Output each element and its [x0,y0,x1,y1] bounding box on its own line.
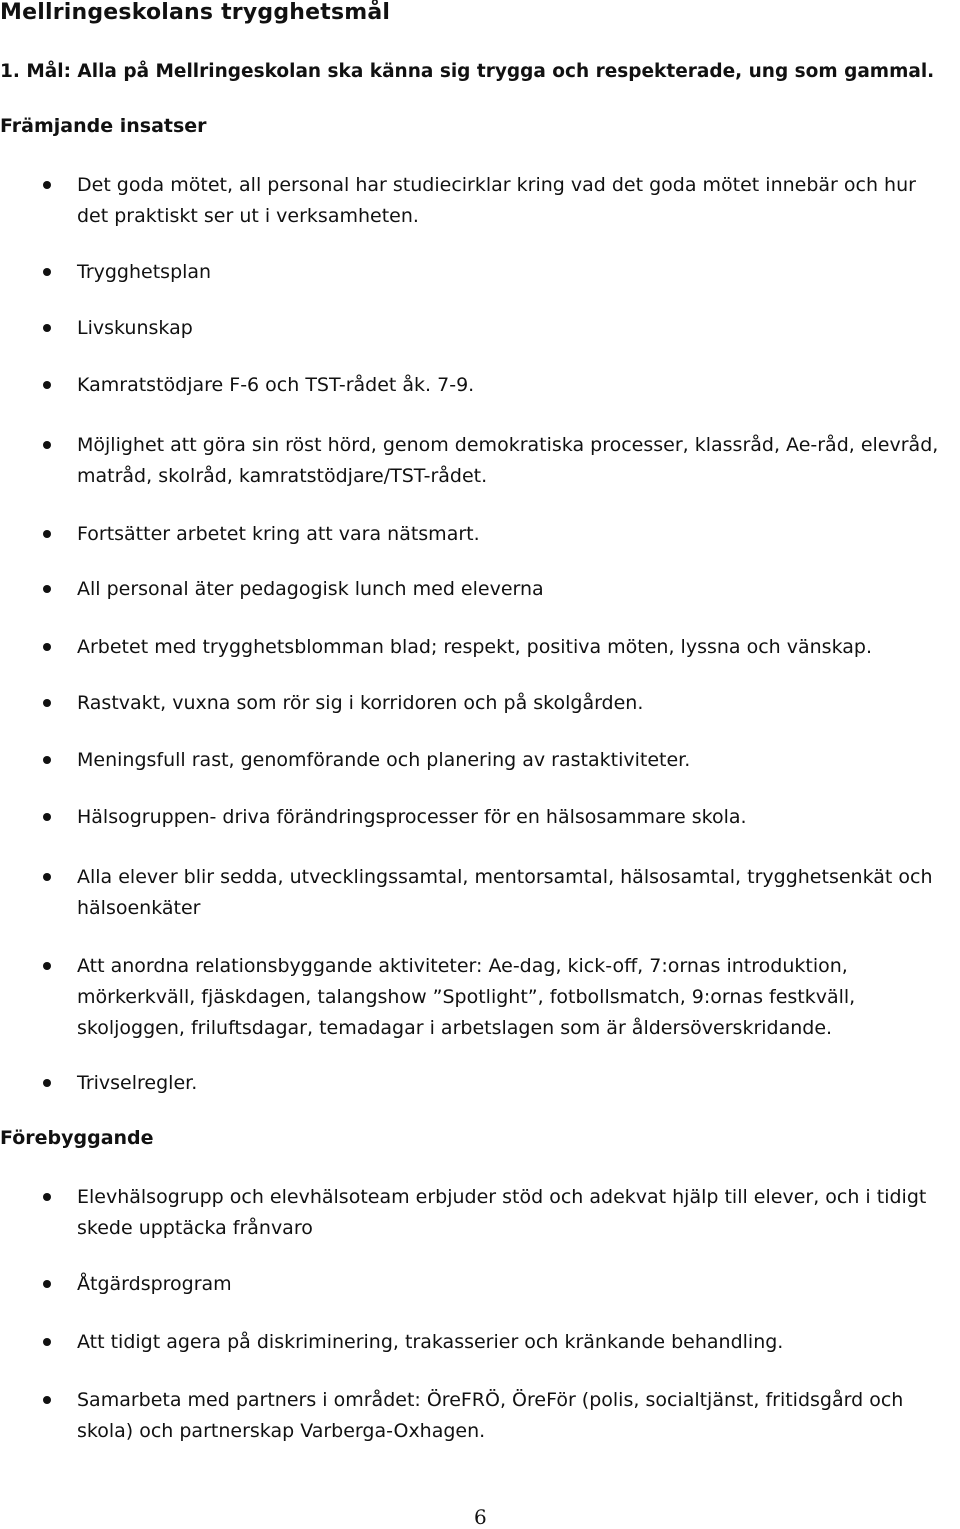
document-title: Mellringeskolans trygghetsmål [0,0,391,25]
list-item-text: Det goda mötet, all personal har studiecirklar kring vad det goda mötet innebär och hur det praktiskt ser ut i verksamheten. [77,174,916,227]
bullet-icon [43,699,51,707]
list-item-text: Möjlighet att göra sin röst hörd, genom demokratiska processer, klassråd, Ae-råd, elevråd, matråd, skolråd, kamratstödjare/TST-rådet. [77,434,939,487]
list-item-text: Kamratstödjare F-6 och TST-rådet åk. 7-9. [77,374,475,396]
bullet-icon [43,268,51,276]
list-item-text: Elevhälsogrupp och elevhälsoteam erbjuder stöd och adekvat hjälp till elever, och i tidigt skede upptäcka frånvaro [77,1186,927,1239]
bullet-icon [43,756,51,764]
list-item-text: Hälsogruppen- driva förändringsprocesser för en hälsosammare skola. [77,806,747,828]
bullet-icon [43,813,51,821]
bullet-icon [43,873,51,881]
bullet-icon [43,381,51,389]
list-item-text: Att anordna relationsbyggande aktiviteter: Ae-dag, kick-off, 7:ornas introduktion, mörkerkväll, fjäskdagen, talangshow ”Spotlight”, fotbollsmatch, 9:ornas festkväll, skoljoggen, friluftsdagar, temadagar i arbetslagen som är åldersöverskridande. [77,955,856,1039]
bullet-icon [43,181,51,189]
list-item-text: Arbetet med trygghetsblomman blad; respekt, positiva möten, lyssna och vänskap. [77,636,872,658]
section-heading-preventive: Förebyggande [0,1127,154,1149]
bullet-icon [43,1396,51,1404]
bullet-icon [43,962,51,970]
bullet-icon [43,1280,51,1288]
page-number: 6 [474,1505,487,1529]
bullet-icon [43,585,51,593]
list-item-text: Trivselregler. [77,1072,198,1094]
list-item-text: Fortsätter arbetet kring att vara nätsmart. [77,523,480,545]
list-item-text: Samarbeta med partners i området: ÖreFRÖ, ÖreFör (polis, socialtjänst, fritidsgård och skola) och partnerskap Varberga-Oxhagen. [77,1389,904,1442]
bullet-icon [43,530,51,538]
bullet-icon [43,1193,51,1201]
list-item-text: Åtgärdsprogram [77,1273,232,1295]
bullet-icon [43,441,51,449]
list-item-text: Livskunskap [77,317,193,339]
bullet-icon [43,643,51,651]
list-item-text: Meningsfull rast, genomförande och planering av rastaktiviteter. [77,749,691,771]
list-item-text: All personal äter pedagogisk lunch med eleverna [77,578,544,600]
bullet-icon [43,1338,51,1346]
list-item-text: Trygghetsplan [77,261,212,283]
list-item-text: Att tidigt agera på diskriminering, trakasserier och kränkande behandling. [77,1331,784,1353]
list-item-text: Alla elever blir sedda, utvecklingssamtal, mentorsamtal, hälsosamtal, trygghetsenkät och hälsoenkäter [77,866,933,919]
goal-statement: 1. Mål: Alla på Mellringeskolan ska känna sig trygga och respekterade, ung som gammal. [0,61,935,82]
bullet-icon [43,324,51,332]
bullet-icon [43,1079,51,1087]
section-heading-promotive: Främjande insatser [0,115,207,137]
list-item-text: Rastvakt, vuxna som rör sig i korridoren och på skolgården. [77,692,644,714]
